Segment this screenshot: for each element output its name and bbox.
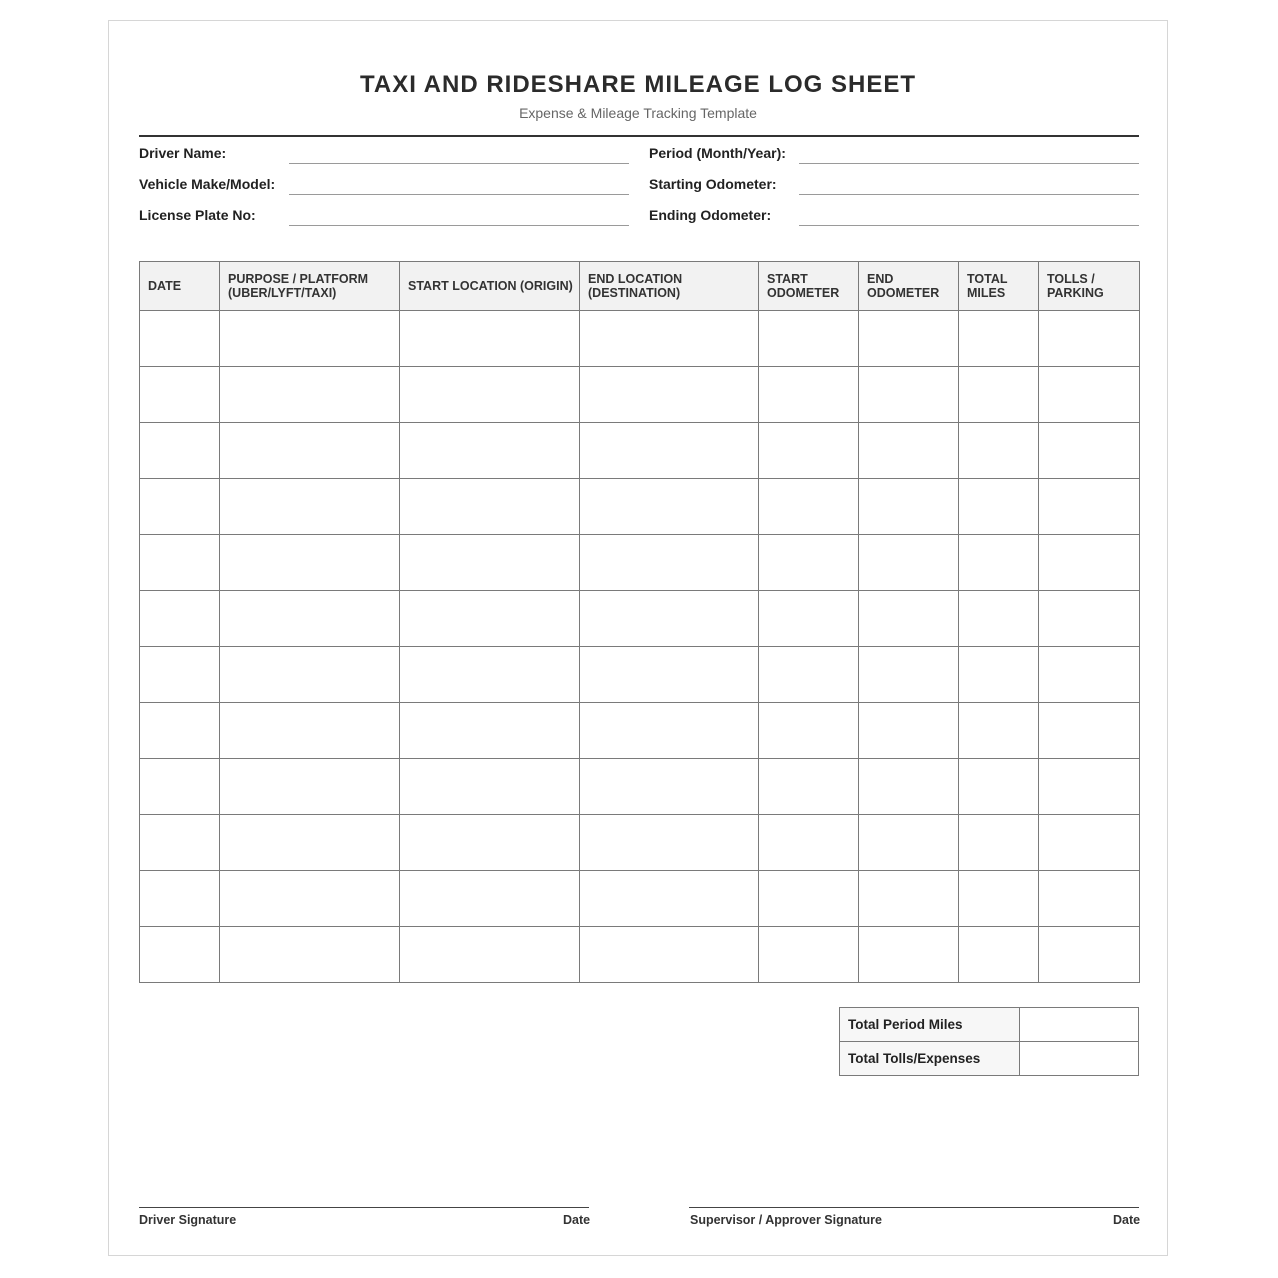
table-row: [140, 591, 1140, 647]
table-cell[interactable]: [220, 815, 400, 871]
table-cell[interactable]: [759, 311, 859, 367]
mileage-log-body: [140, 311, 1140, 983]
ending-odometer-input-line[interactable]: [799, 225, 1139, 226]
table-cell[interactable]: [859, 927, 959, 983]
table-cell[interactable]: [959, 367, 1039, 423]
table-row: [140, 927, 1140, 983]
table-row: [140, 871, 1140, 927]
table-cell[interactable]: [1039, 479, 1140, 535]
table-cell[interactable]: [859, 367, 959, 423]
table-cell[interactable]: [959, 871, 1039, 927]
column-header-start-odometer: START ODOMETER: [759, 262, 859, 311]
table-cell[interactable]: [859, 535, 959, 591]
table-cell[interactable]: [859, 479, 959, 535]
table-cell[interactable]: [859, 815, 959, 871]
table-cell[interactable]: [1039, 759, 1140, 815]
log-sheet: [108, 20, 1168, 1256]
table-cell[interactable]: [1039, 927, 1140, 983]
table-cell[interactable]: [220, 591, 400, 647]
table-cell[interactable]: [1039, 535, 1140, 591]
table-cell[interactable]: [400, 647, 580, 703]
table-header-row: [140, 262, 1140, 311]
table-cell[interactable]: [859, 591, 959, 647]
table-cell[interactable]: [959, 647, 1039, 703]
driver-date-label: Date: [563, 1213, 591, 1227]
table-cell[interactable]: [959, 535, 1039, 591]
table-cell[interactable]: [140, 759, 220, 815]
table-cell[interactable]: [959, 423, 1039, 479]
table-cell[interactable]: [759, 871, 859, 927]
table-cell[interactable]: [959, 815, 1039, 871]
table-cell[interactable]: [759, 759, 859, 815]
table-cell[interactable]: [220, 927, 400, 983]
table-cell[interactable]: [959, 703, 1039, 759]
table-cell[interactable]: [140, 815, 220, 871]
table-cell[interactable]: [220, 311, 400, 367]
column-header-tolls-parking: TOLLS / PARKING: [1039, 262, 1140, 311]
table-cell[interactable]: [1039, 815, 1140, 871]
page-subtitle: Expense & Mileage Tracking Template: [519, 105, 757, 121]
table-row: [140, 311, 1140, 367]
table-cell[interactable]: [400, 535, 580, 591]
table-cell[interactable]: [759, 927, 859, 983]
column-header-purpose: PURPOSE / PLATFORM (UBER/LYFT/TAXI): [220, 262, 400, 311]
table-cell[interactable]: [580, 703, 759, 759]
table-cell[interactable]: [959, 591, 1039, 647]
column-header-end-odometer: END ODOMETER: [859, 262, 959, 311]
starting-odometer-field: [649, 176, 1139, 196]
total-tolls-expenses-label: Total Tolls/Expenses: [840, 1042, 1020, 1076]
vehicle-make-model-label: Vehicle Make/Model:: [139, 176, 276, 192]
table-cell[interactable]: [140, 311, 220, 367]
table-row: [140, 647, 1140, 703]
license-plate-field: [139, 207, 629, 227]
table-row: [140, 815, 1140, 871]
table-cell[interactable]: [580, 367, 759, 423]
header-divider: [139, 135, 1139, 137]
column-header-start-location: START LOCATION (ORIGIN): [400, 262, 580, 311]
total-period-miles-label: Total Period Miles: [840, 1008, 1020, 1042]
table-cell[interactable]: [859, 703, 959, 759]
supervisor-date-label: Date: [1113, 1213, 1141, 1227]
table-cell[interactable]: [580, 927, 759, 983]
table-cell[interactable]: [400, 871, 580, 927]
column-header-date: DATE: [140, 262, 220, 311]
table-cell[interactable]: [400, 703, 580, 759]
table-cell[interactable]: [759, 815, 859, 871]
supervisor-signature-label: Supervisor / Approver Signature: [690, 1213, 882, 1227]
column-header-end-location: END LOCATION (DESTINATION): [580, 262, 759, 311]
table-cell[interactable]: [759, 423, 859, 479]
table-cell[interactable]: [580, 535, 759, 591]
table-cell[interactable]: [759, 479, 859, 535]
starting-odometer-label: Starting Odometer:: [649, 176, 777, 192]
table-row: [140, 535, 1140, 591]
ending-odometer-field: [649, 207, 1139, 227]
table-cell[interactable]: [220, 479, 400, 535]
mileage-log-table: [139, 261, 1140, 983]
table-cell[interactable]: [1039, 591, 1140, 647]
table-cell[interactable]: [580, 479, 759, 535]
table-cell[interactable]: [759, 647, 859, 703]
table-cell[interactable]: [220, 759, 400, 815]
table-cell[interactable]: [759, 591, 859, 647]
table-cell[interactable]: [140, 479, 220, 535]
table-cell[interactable]: [140, 591, 220, 647]
column-header-total-miles: TOTAL MILES: [959, 262, 1039, 311]
table-row: [140, 703, 1140, 759]
table-cell[interactable]: [220, 423, 400, 479]
table-cell[interactable]: [140, 367, 220, 423]
table-row: [140, 479, 1140, 535]
table-cell[interactable]: [1039, 311, 1140, 367]
table-cell[interactable]: [140, 647, 220, 703]
table-cell[interactable]: [759, 535, 859, 591]
table-cell[interactable]: [1039, 423, 1140, 479]
table-cell[interactable]: [400, 367, 580, 423]
table-cell[interactable]: [220, 703, 400, 759]
driver-name-label: Driver Name:: [139, 145, 227, 161]
table-cell[interactable]: [400, 311, 580, 367]
starting-odometer-input-line[interactable]: [799, 194, 1139, 195]
table-cell[interactable]: [1039, 367, 1140, 423]
table-cell[interactable]: [400, 927, 580, 983]
driver-signature-label: Driver Signature: [139, 1213, 237, 1227]
table-row: [140, 423, 1140, 479]
totals-row-miles: [840, 1008, 1139, 1042]
table-cell[interactable]: [759, 703, 859, 759]
page-title: TAXI AND RIDESHARE MILEAGE LOG SHEET: [359, 71, 917, 98]
table-cell[interactable]: [580, 815, 759, 871]
totals-row-tolls: [840, 1042, 1139, 1076]
table-cell[interactable]: [220, 871, 400, 927]
table-cell[interactable]: [400, 423, 580, 479]
table-cell[interactable]: [580, 647, 759, 703]
table-cell[interactable]: [1039, 647, 1140, 703]
table-cell[interactable]: [220, 647, 400, 703]
table-cell[interactable]: [859, 423, 959, 479]
driver-name-input-line[interactable]: [289, 163, 629, 164]
period-label: Period (Month/Year):: [649, 145, 786, 161]
table-cell[interactable]: [580, 591, 759, 647]
table-cell[interactable]: [400, 815, 580, 871]
table-cell[interactable]: [220, 535, 400, 591]
table-cell[interactable]: [859, 647, 959, 703]
table-cell[interactable]: [140, 535, 220, 591]
table-cell[interactable]: [220, 367, 400, 423]
table-cell[interactable]: [959, 927, 1039, 983]
table-cell[interactable]: [859, 759, 959, 815]
totals-table: [839, 1007, 1139, 1076]
period-input-line[interactable]: [799, 163, 1139, 164]
table-cell[interactable]: [959, 479, 1039, 535]
table-cell[interactable]: [140, 927, 220, 983]
total-period-miles-value[interactable]: [1020, 1008, 1139, 1042]
table-cell[interactable]: [400, 591, 580, 647]
table-cell[interactable]: [580, 311, 759, 367]
table-cell[interactable]: [959, 311, 1039, 367]
license-plate-label: License Plate No:: [139, 207, 256, 223]
vehicle-field: [139, 176, 629, 196]
supervisor-signature-line[interactable]: [689, 1207, 1139, 1208]
table-cell[interactable]: [959, 759, 1039, 815]
driver-signature-line[interactable]: [139, 1207, 589, 1208]
table-cell[interactable]: [859, 311, 959, 367]
vehicle-input-line[interactable]: [289, 194, 629, 195]
table-cell[interactable]: [140, 703, 220, 759]
ending-odometer-label: Ending Odometer:: [649, 207, 772, 223]
period-field: [649, 145, 1139, 165]
table-row: [140, 367, 1140, 423]
table-cell[interactable]: [1039, 871, 1140, 927]
license-plate-input-line[interactable]: [289, 225, 629, 226]
table-cell[interactable]: [400, 479, 580, 535]
table-cell[interactable]: [580, 759, 759, 815]
table-cell[interactable]: [1039, 703, 1140, 759]
total-tolls-expenses-value[interactable]: [1020, 1042, 1139, 1076]
table-cell[interactable]: [140, 423, 220, 479]
table-cell[interactable]: [580, 871, 759, 927]
table-cell[interactable]: [400, 759, 580, 815]
table-cell[interactable]: [859, 871, 959, 927]
table-cell[interactable]: [759, 367, 859, 423]
table-cell[interactable]: [580, 423, 759, 479]
driver-name-field: [139, 145, 629, 165]
table-row: [140, 759, 1140, 815]
table-cell[interactable]: [140, 871, 220, 927]
